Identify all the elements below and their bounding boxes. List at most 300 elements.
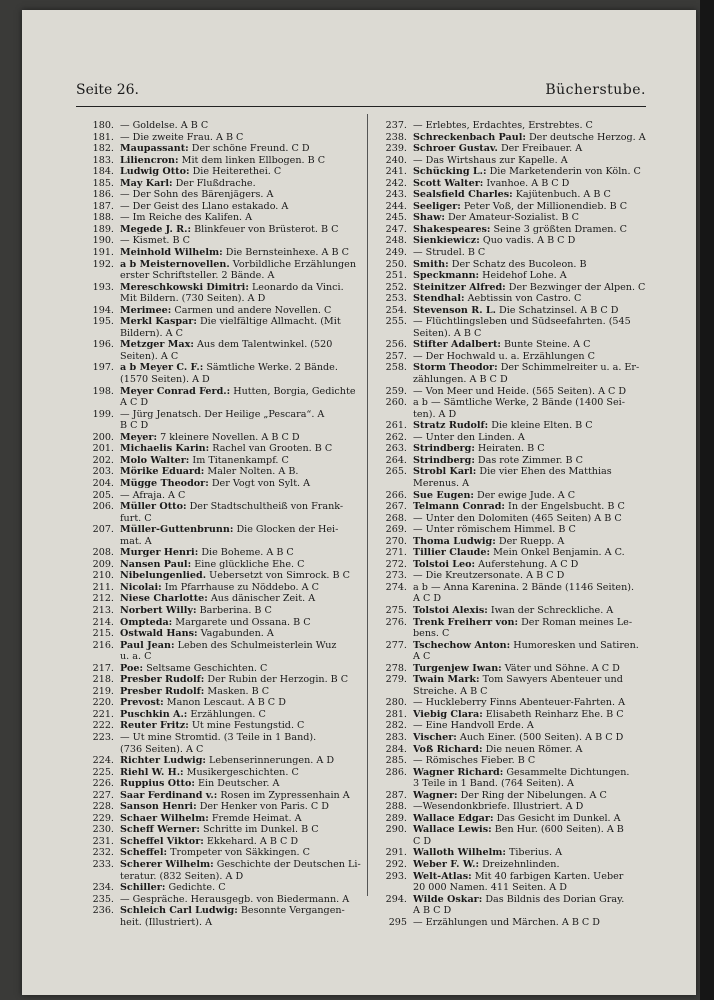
entry-title: Der Bezwinger der Alpen. C [508,281,646,293]
entry-author: Mörike Eduard: [120,466,205,478]
entry-continuation: A C [413,651,431,663]
entry-number: 277. [385,639,407,651]
entry-title: Trompeter von Säkkingen. C [170,847,310,859]
entry-title: Der Schatz des Bucoleon. B [451,258,587,270]
entry-title: Dreizehnlinden. [482,859,560,870]
entry-author: Murger Henri: [120,547,199,559]
book-entry [373,582,675,594]
entry-continuation: Seiten). A C [120,350,179,362]
book-entry [80,305,380,317]
book-entry [80,778,380,790]
entry-continuation: Seiten). A B C [413,327,482,339]
entry-number: 265. [385,466,407,478]
entry-title: Im Titanenkampf. C [192,454,289,466]
entry-text [413,455,675,467]
entry-number: 217. [92,662,114,674]
entry-number: 226. [92,778,114,790]
entry-text [120,767,380,779]
book-entry [373,386,675,398]
entry-continuation: (1570 Seiten). A D [120,374,210,386]
left-column [80,120,380,928]
entry-title: Seine 3 größten Dramen. C [493,223,627,235]
entry-title: Kajütenbuch. A B C [515,189,611,201]
book-entry [80,847,380,859]
entry-number: 201. [92,443,114,455]
entry-number: 189. [92,223,114,235]
entry-title: — Eine Handvoll Erde. A [413,720,534,732]
entry-number: 272. [385,558,407,570]
entry-title: Väter und Söhne. A C D [504,662,620,674]
entry-text [413,640,675,652]
book-entry [373,744,675,756]
entry-text [120,490,380,502]
book-entry [373,859,675,871]
book-entry [373,143,675,155]
entry-title: Das rote Zimmer. B C [477,454,583,466]
entry-author: Thoma Ludwig: [413,535,496,547]
entry-title: Ivanhoe. A B C D [486,177,570,189]
book-entry [80,224,380,236]
entry-number: 183. [92,154,114,166]
entry-number: 257. [385,350,407,362]
page-header [76,82,646,104]
book-entry [80,143,380,155]
entry-text [413,235,675,247]
entry-text [413,559,675,571]
entry-number: 206. [92,501,114,513]
entry-text [413,143,675,155]
entry-title: Die Boheme. A B C [201,547,294,559]
book-entry [373,801,675,813]
book-entry [373,559,675,571]
column-divider [367,114,368,896]
entry-number: 260. [385,397,407,409]
entry-text [413,536,675,548]
book-entry [373,466,675,478]
entry-number: 211. [92,581,114,593]
entry-text [120,720,380,732]
entry-text [120,801,380,813]
book-entry [373,824,675,836]
entry-title: — Flüchtlingsleben und Südseefahrten. (545 [413,316,631,328]
entry-text [413,767,675,779]
entry-text [413,316,675,328]
book-entry [80,247,380,259]
entry-number: 242. [385,177,407,189]
book-entry [373,247,675,259]
book-entry [80,905,380,917]
entry-author: Riehl W. H.: [120,766,184,778]
entry-text [413,790,675,802]
entry-author: Nibelungenlied. [120,570,207,582]
entry-text [413,432,675,444]
entry-title: —Wesendonkbriefe. Illustriert. A D [413,801,584,813]
entry-author: Sealsfield Charles: [413,189,513,201]
entry-number: 253. [385,293,407,305]
entry-title: — Der Sohn des Bärenjägers. A [120,189,274,201]
entry-number: 282. [385,720,407,732]
entry-title: Der ewige Jude. A C [477,489,576,501]
entry-number: 192. [92,258,114,270]
book-entry [373,166,675,178]
entry-title: Vagabunden. A [200,628,274,640]
entry-text [413,443,675,455]
book-entry [373,490,675,502]
entry-continuation: Bildern). A C [120,327,183,339]
entry-author: Michaelis Karin: [120,443,210,455]
book-entry [80,859,380,871]
entry-number: 241. [385,166,407,178]
book-entry [373,212,675,224]
entry-author: Speckmann: [413,270,480,282]
entry-author: Presber Rudolf: [120,685,205,697]
entry-text [413,859,675,871]
entry-title: Die vielfältige Allmacht. (Mit [199,316,341,328]
book-entry [373,813,675,825]
book-entry [373,605,675,617]
entry-title: Erzählungen. C [190,708,266,720]
entry-author: Sienkiewicz: [413,235,480,247]
book-entry [373,132,675,144]
entry-author: Turgenjew Iwan: [413,662,502,674]
entry-text [120,813,380,825]
book-entry [80,755,380,767]
entry-author: Wallace Edgar: [413,812,494,824]
entry-author: Schücking L.: [413,166,487,178]
entry-title: Gedichte. C [168,882,226,894]
entry-title: Humoresken und Satiren. [513,639,639,651]
book-entry [80,316,380,328]
entry-number: 194. [92,304,114,316]
entry-number: 267. [385,501,407,513]
book-entry [80,282,380,294]
book-entry [373,189,675,201]
entry-number: 223. [92,731,114,743]
entry-number: 233. [92,859,114,870]
entry-title: In der Engelsbucht. B C [508,501,625,513]
entry-text [120,201,380,213]
entry-text [413,894,675,906]
book-entry [373,293,675,305]
entry-author: Megede J. R.: [120,223,192,235]
entry-number: 278. [385,662,407,674]
book-entry [373,663,675,675]
entry-author: Stifter Adalbert: [413,339,501,351]
book-entry [373,847,675,859]
book-entry [80,628,380,640]
entry-text [413,339,675,351]
entry-author: Schreckenbach Paul: [413,131,526,143]
entry-text [413,801,675,813]
book-entry [80,235,380,247]
entry-title: Eine glückliche Ehe. C [194,558,305,570]
entry-title: Schritte im Dunkel. B C [202,824,319,836]
entry-number: 203. [92,466,114,478]
entry-author: Richter Ludwig: [120,755,206,767]
entry-number: 252. [385,281,407,293]
entry-title: — Erzählungen und Märchen. A B C D [413,916,601,928]
book-entry [373,755,675,767]
entry-number: 191. [92,247,114,259]
entry-number: 244. [385,200,407,212]
entry-number: 259. [385,385,407,397]
entry-author: Walloth Wilhelm: [413,847,506,859]
book-entry [373,697,675,709]
entry-number: 209. [92,558,114,570]
entry-title: Das Gesicht im Dunkel. A [496,812,621,824]
entry-author: Nansen Paul: [120,558,192,570]
book-entry [373,617,675,629]
entry-author: Norbert Willy: [120,604,197,616]
book-entry [80,732,380,744]
entry-title: Rosen im Zypressenhain A [220,789,350,801]
section-title: Bücherstube. [545,82,646,98]
entry-title: 7 kleinere Novellen. A B C D [160,431,300,443]
entry-author: Shaw: [413,212,445,224]
book-entry [373,709,675,721]
book-entry [373,351,675,363]
entry-number: 224. [92,755,114,767]
entry-title: Ekkehard. A B C D [206,835,299,847]
entry-title: Die Marketenderin von Köln. C [489,166,641,178]
entry-number: 290. [385,824,407,836]
entry-text [120,605,380,617]
entry-continuation: 20 000 Namen. 411 Seiten. A D [413,882,567,894]
entry-text [413,293,675,305]
entry-continuation: Merenus. A [413,477,470,489]
entry-number: 199. [92,408,114,420]
entry-text [120,155,380,167]
entry-text [120,790,380,802]
entry-number: 182. [92,143,114,155]
book-entry [80,790,380,802]
entry-text [413,351,675,363]
entry-number: 227. [92,789,114,801]
entry-text [413,212,675,224]
entry-text [120,640,380,652]
entry-text [413,259,675,271]
entry-title: Heiraten. B C [477,443,545,455]
book-entry [80,593,380,605]
entry-title: Der Stadtschultheiß von Frank- [189,501,344,513]
entry-text [413,605,675,617]
entry-title: Rachel van Grooten. B C [212,443,333,455]
entry-number: 235. [92,893,114,905]
entry-title: Tom Sawyers Abenteuer und [482,674,623,686]
entry-text [413,744,675,756]
entry-author: Scheff Werner: [120,824,200,836]
entry-number: 222. [92,720,114,732]
entry-text [120,570,380,582]
entry-number: 258. [385,362,407,374]
entry-continuation: ten). A D [413,408,457,420]
book-entry [373,305,675,317]
entry-text [413,178,675,190]
entry-text [120,478,380,490]
entry-title: Die vier Ehen des Matthias [479,466,612,478]
entry-title: Sämtliche Werke. 2 Bände. [206,362,338,374]
entry-number: 232. [92,847,114,859]
entry-title: Leben des Schulmeisterlein Wuz [177,639,337,651]
entry-number: 239. [385,143,407,155]
entry-number: 283. [385,731,407,743]
entry-continuation: teratur. (832 Seiten). A D [120,870,244,882]
entry-number: 187. [92,200,114,212]
entry-title: Seltsame Geschichten. C [146,662,268,674]
entry-text [120,501,380,513]
entry-title: Die Glocken der Hei- [236,524,339,536]
entry-text [120,282,380,294]
entry-text [120,882,380,894]
entry-text [120,235,380,247]
entry-author: Sanson Henri: [120,801,197,813]
book-entry [80,882,380,894]
entry-number: 287. [385,789,407,801]
book-entry [373,732,675,744]
entry-number: 274. [385,581,407,593]
entry-text [120,686,380,698]
entry-author: Tschechow Anton: [413,639,511,651]
entry-title: Die Schatzinsel. A B C D [499,304,619,316]
entry-author: Weber F. W.: [413,859,479,870]
entry-author: Voß Richard: [413,743,483,755]
entry-number: 268. [385,512,407,524]
entry-text [413,166,675,178]
entry-text [413,224,675,236]
book-entry [373,155,675,167]
entry-title: Barberina. B C [199,604,272,616]
book-entry [373,224,675,236]
entry-text [413,871,675,883]
book-entry [80,697,380,709]
entry-author: Scott Walter: [413,177,484,189]
book-entry [373,640,675,652]
entry-title: Tiberius. A [508,847,563,859]
entry-number: 181. [92,131,114,143]
entry-title: Manon Lescaut. A B C D [166,697,286,709]
book-entry [373,270,675,282]
entry-text [120,212,380,224]
entry-title: Der Rubin der Herzogin. B C [207,674,349,686]
book-entry [373,524,675,536]
book-entry [80,720,380,732]
entry-text [120,547,380,559]
entry-text [413,386,675,398]
entry-title: Peter Voß, der Millionendieb. B C [463,200,628,212]
entry-text [413,732,675,744]
entry-number: 288. [385,801,407,813]
book-entry [80,674,380,686]
entry-title: Vorbildliche Erzählungen [232,258,357,270]
book-entry [373,767,675,779]
book-entry [80,801,380,813]
entry-continuation: A C D [120,397,149,409]
entry-continuation: A B C D [413,905,452,917]
entry-title: Die Bernsteinhexe. A B C [225,247,349,259]
book-entry [80,189,380,201]
entry-author: a b Meisternovellen. [120,258,230,270]
book-entry [373,536,675,548]
entry-number: 281. [385,708,407,720]
book-entry [80,212,380,224]
book-entry [80,547,380,559]
entry-author: Vischer: [413,731,457,743]
entry-number: 190. [92,235,114,247]
entry-text [413,247,675,259]
entry-author: Merimee: [120,304,172,316]
entry-title: Lebenserinnerungen. A D [209,755,335,767]
entry-author: Strindberg: [413,454,475,466]
entry-number: 207. [92,524,114,536]
entry-text [120,709,380,721]
entry-title: Elisabeth Reinharz Ehe. B C [485,708,624,720]
entry-text [413,917,675,929]
entry-number: 204. [92,477,114,489]
entry-text [413,813,675,825]
entry-author: Scheffel: [120,847,168,859]
book-entry [80,894,380,906]
entry-title: Heidehof Lohe. A [482,270,567,282]
entry-title: — Gespräche. Herausgegb. von Biedermann. A [120,893,350,905]
entry-number: 289. [385,812,407,824]
entry-number: 231. [92,835,114,847]
entry-author: Steinitzer Alfred: [413,281,506,293]
entry-author: Tolstoi Alexis: [413,604,488,616]
book-entry [80,362,380,374]
entry-number: 280. [385,697,407,709]
entry-title: — Das Wirtshaus zur Kapelle. A [413,154,568,166]
entry-text [120,905,380,917]
entry-title: — Strudel. B C [413,247,486,259]
entry-author: Presber Rudolf: [120,674,205,686]
book-entry [373,443,675,455]
entry-author: Metzger Max: [120,339,194,351]
entry-title: Leonardo da Vinci. [251,281,344,293]
book-entry [373,513,675,525]
entry-continuation: erster Schriftsteller. 2 Bände. A [120,270,275,282]
entry-title: — Von Meer und Heide. (565 Seiten). A C D [413,385,627,397]
entry-text [120,524,380,536]
entry-text [413,201,675,213]
entry-author: Mereschkowski Dimitri: [120,281,249,293]
entry-text [120,247,380,259]
entry-number: 196. [92,339,114,351]
book-entry [373,235,675,247]
book-entry [80,686,380,698]
entry-author: Twain Mark: [413,674,480,686]
entry-number: 264. [385,454,407,466]
entry-title: Der Freibauer. A [500,143,583,155]
entry-number: 261. [385,420,407,432]
entry-author: Wilde Oskar: [413,893,483,905]
page-label: Seite 26. [76,82,139,98]
entry-title: Ein Deutscher. A [197,778,280,790]
entry-text [120,362,380,374]
entry-author: Saar Ferdinand v.: [120,789,218,801]
entry-number: 248. [385,235,407,247]
entry-title: Der Amateur-Sozialist. B C [447,212,579,224]
book-entry [373,397,675,409]
entry-author: Ostwald Hans: [120,628,198,640]
entry-number: 229. [92,812,114,824]
entry-text [413,697,675,709]
entry-number: 263. [385,443,407,455]
entry-number: 270. [385,535,407,547]
entry-text [120,674,380,686]
entry-number: 212. [92,593,114,605]
book-entry [80,466,380,478]
entry-author: Ruppius Otto: [120,778,195,790]
